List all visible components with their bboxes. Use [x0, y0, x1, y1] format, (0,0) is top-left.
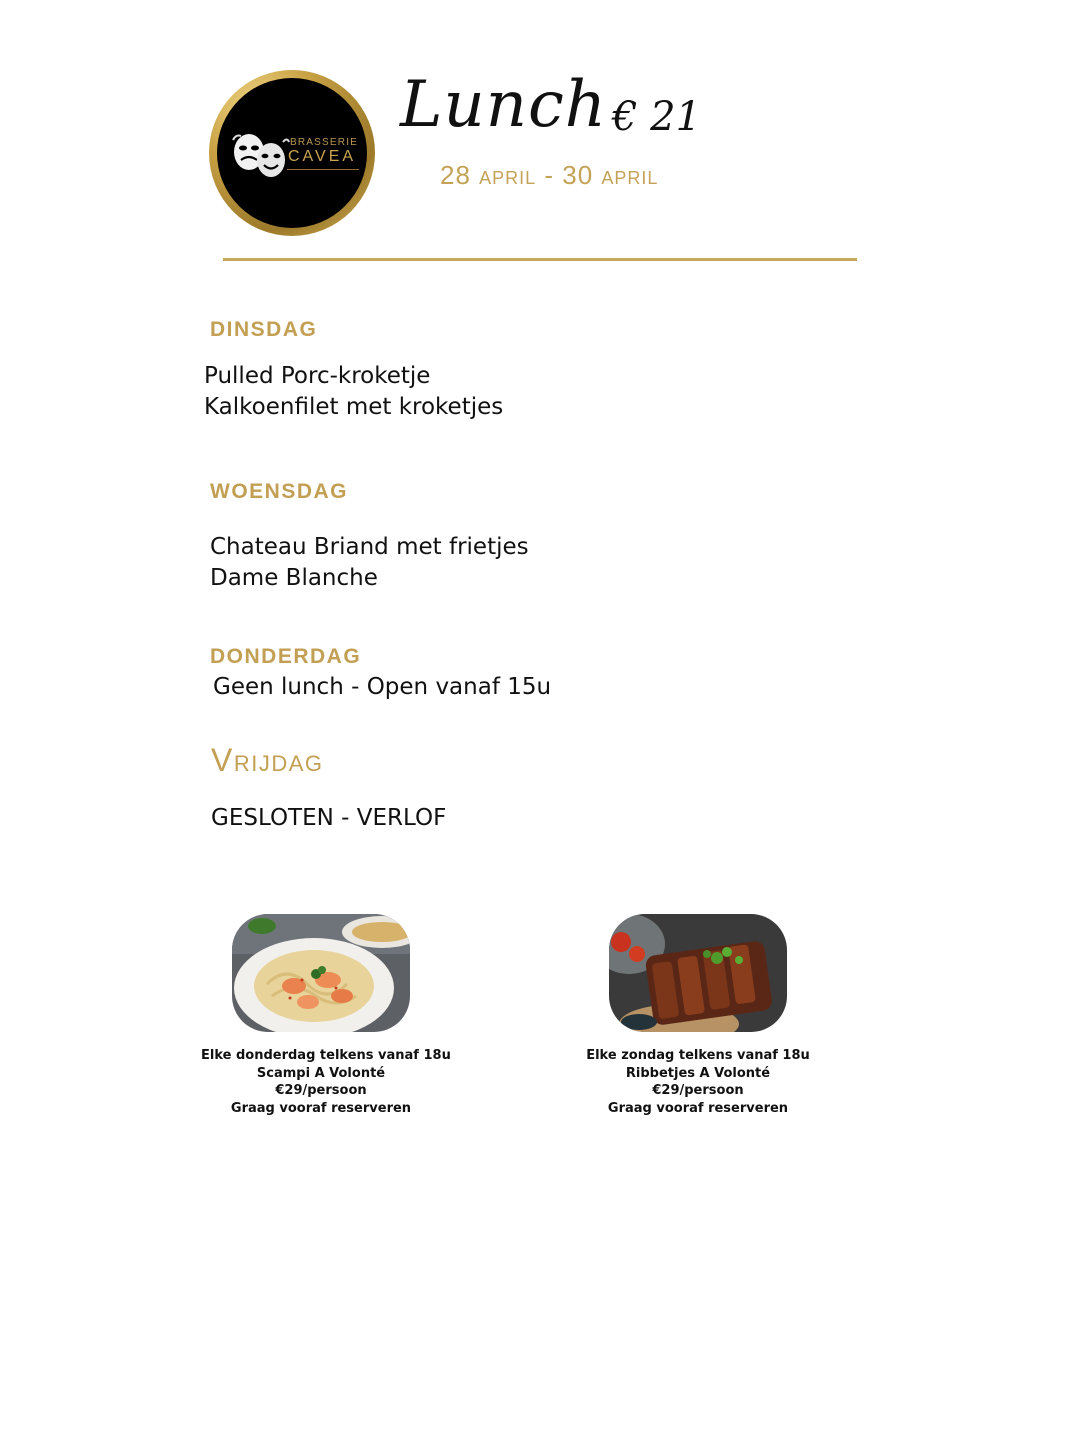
- promo-line: Ribbetjes A Volonté: [625, 1065, 771, 1081]
- dish-item: Kalkoenfilet met kroketjes: [204, 394, 504, 420]
- promo-line: €29/persoon: [275, 1083, 367, 1099]
- day-heading-donderdag: DONDERDAG: [210, 645, 362, 668]
- promo-line: Graag vooraf reserveren: [230, 1100, 412, 1116]
- menu-price: € 21: [612, 94, 702, 140]
- dish-item: GESLOTEN - VERLOF: [211, 805, 447, 831]
- menu-title: Lunch: [400, 68, 607, 142]
- spare-ribs-photo: [609, 914, 787, 1032]
- dish-item: Geen lunch - Open vanaf 15u: [213, 674, 552, 700]
- dish-item: Dame Blanche: [210, 565, 378, 591]
- promo-scampi-text: [201, 1047, 451, 1117]
- date-range: 28 april - 30 april: [440, 160, 659, 190]
- promo-ribs-text: [578, 1047, 818, 1117]
- header-divider: [223, 258, 857, 261]
- dish-item: Pulled Porc-kroketje: [204, 363, 431, 389]
- scampi-pasta-photo: [232, 914, 410, 1032]
- promo-line: Graag vooraf reserveren: [607, 1100, 789, 1116]
- brasserie-cavea-logo: [209, 70, 375, 236]
- logo-rule: [287, 169, 359, 170]
- day-heading-woensdag: WOENSDAG: [210, 480, 348, 503]
- logo-badge: [217, 78, 367, 228]
- day-heading-vrijdag: Vrijdag: [211, 742, 324, 778]
- day-heading-dinsdag: DINSDAG: [210, 318, 318, 341]
- logo-subtitle: BRASSERIE: [290, 137, 359, 148]
- spare-ribs-illustration: [609, 914, 787, 1032]
- promo-line: Elke donderdag telkens vanaf 18u: [201, 1048, 451, 1063]
- promo-line: €29/persoon: [652, 1083, 744, 1099]
- scampi-pasta-illustration: [232, 914, 410, 1032]
- logo-name: CAVEA: [288, 148, 357, 165]
- dish-item: Chateau Briand met frietjes: [210, 534, 529, 560]
- theatre-masks-icon: [229, 130, 291, 182]
- promo-line: Elke zondag telkens vanaf 18u: [586, 1048, 810, 1063]
- promo-line: Scampi A Volonté: [256, 1065, 386, 1081]
